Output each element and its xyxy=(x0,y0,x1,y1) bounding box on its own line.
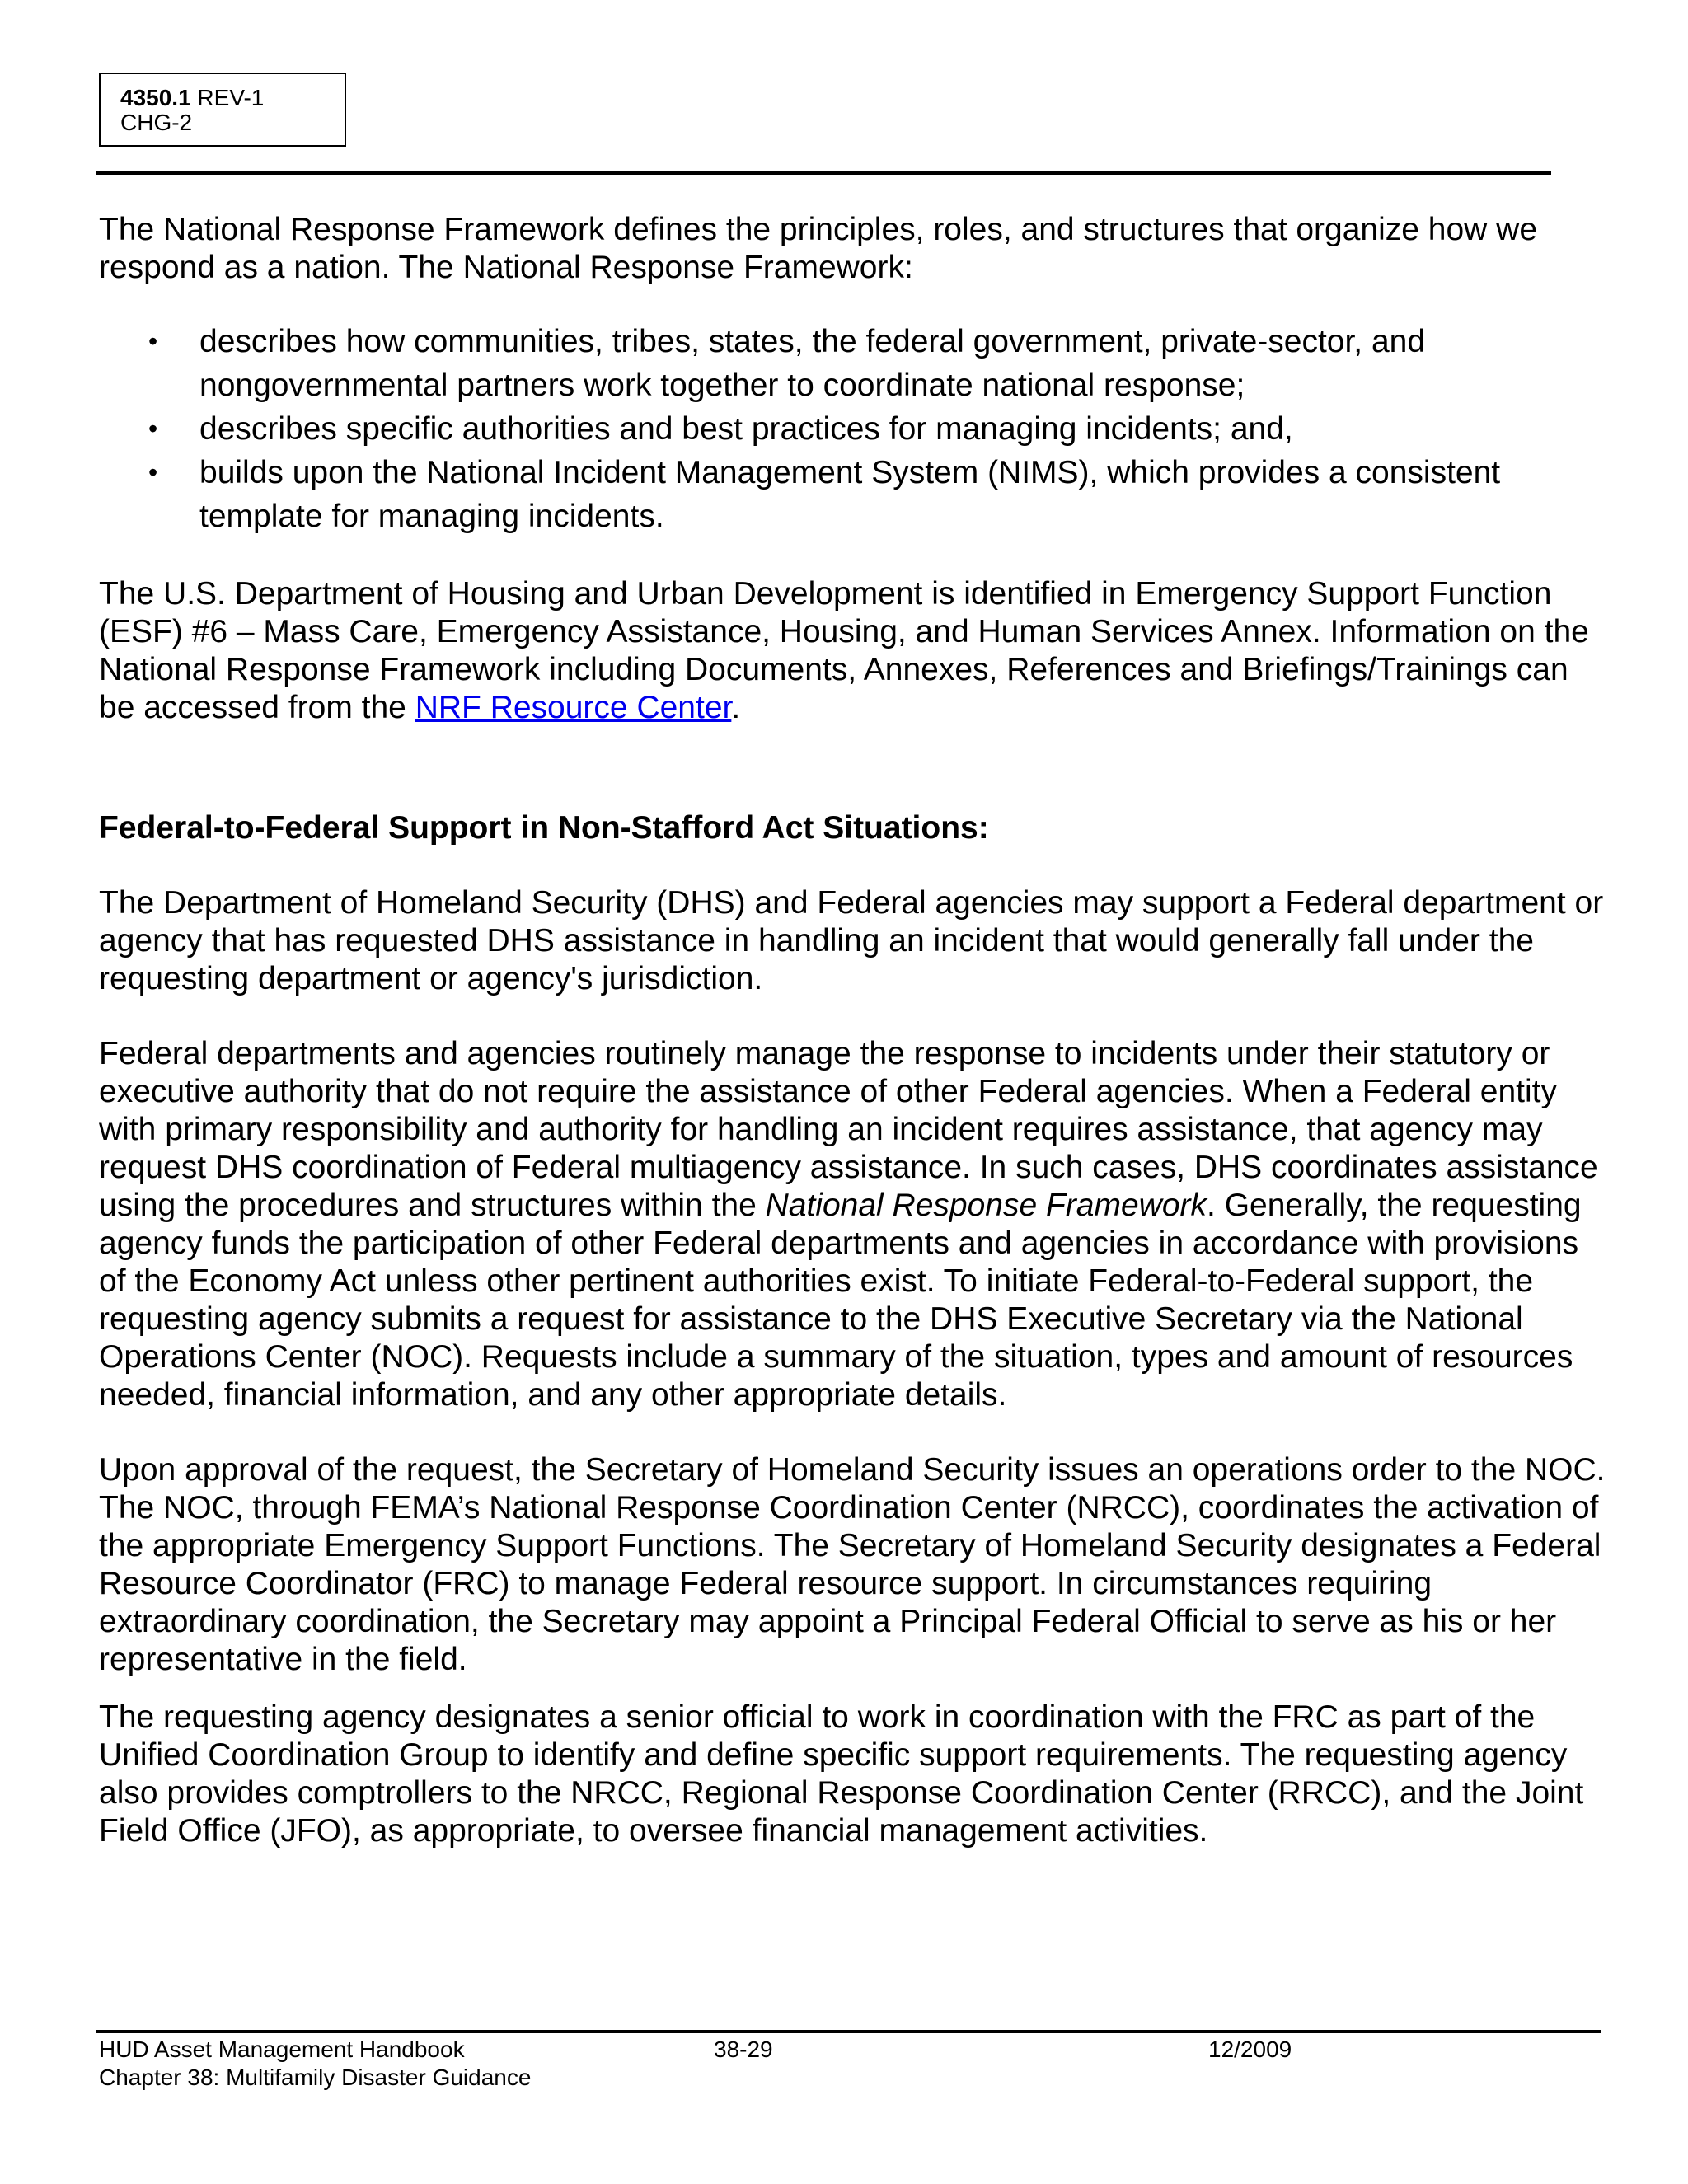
document-body xyxy=(99,211,1607,1850)
footer-chapter: Chapter 38: Multifamily Disaster Guidance xyxy=(99,2064,532,2090)
hud-text: The U.S. Department of Housing and Urban Development is identified in Emergency Support Function (ESF) #6 – Mass Care, Emergency Assistance, Housing, and Human Services Annex. Information on the National Response Framework including Documents, Annexes, References and Briefings/Trainings can be accessed from the xyxy=(99,576,1589,725)
bullet-text: describes how communities, tribes, states, the federal government, private-sector, and nongovernmental partners work together to coordinate national response; xyxy=(199,324,1426,403)
document-change: CHG-2 xyxy=(120,110,193,135)
federal-departments-paragraph xyxy=(99,1035,1607,1414)
header-divider xyxy=(96,171,1551,175)
dhs-paragraph: The Department of Homeland Security (DHS) and Federal agencies may support a Federal department or agency that has requested DHS assistance in handling an incident that would generally fall under the requesting department or agency's jurisdiction. xyxy=(99,885,1604,996)
nrf-resource-center-link[interactable]: NRF Resource Center xyxy=(415,690,732,725)
requesting-agency-paragraph: The requesting agency designates a senior official to work in coordination with the FRC as part of the Unified Coordination Group to identify and define specific support requirements. The requesting agency also provides comptrollers to the NRCC, Regional Response Coordination Center (RRCC), and the Joint Field Office (JFO), as appropriate, to oversee financial management activities. xyxy=(99,1699,1584,1849)
page-number: 38-29 xyxy=(714,2036,773,2062)
footer-divider xyxy=(96,2030,1601,2033)
bullet-icon: • xyxy=(148,414,158,443)
intro-paragraph: The National Response Framework defines the principles, roles, and structures that organize how we respond as a nation. The National Response Framework: xyxy=(99,212,1538,285)
hud-text-end: . xyxy=(731,690,741,725)
document-number: 4350.1 xyxy=(120,85,191,110)
footer-date: 12/2009 xyxy=(1208,2036,1292,2062)
hud-paragraph xyxy=(99,575,1607,727)
document-id-box xyxy=(99,73,346,147)
bullet-icon: • xyxy=(148,326,158,356)
bullet-text: builds upon the National Incident Management System (NIMS), which provides a consistent template for managing incidents. xyxy=(199,455,1501,534)
framework-italic-title: National Response Framework xyxy=(765,1188,1207,1223)
document-number-line xyxy=(120,86,345,110)
footer-handbook: HUD Asset Management Handbook xyxy=(99,2036,465,2062)
list-item xyxy=(148,407,1601,451)
document-revision: REV-1 xyxy=(190,85,265,110)
federal-text-part2: . Generally, the requesting agency funds the participation of other Federal departments and agencies in accordance with provisions of the Economy Act unless other pertinent authorities exist. To initiate Federal-to-Federal support, the requesting agency submits a request for assistance to the DHS Executive Secretary via the National Operations Center (NOC). Requests include a summary of the situation, types and amount of resources needed, financial information, and any other appropriate details. xyxy=(99,1188,1582,1413)
bullet-text: describes specific authorities and best practices for managing incidents; and, xyxy=(199,411,1293,447)
footer-left xyxy=(99,2036,531,2092)
list-item xyxy=(148,451,1601,538)
federal-text-part1: Federal departments and agencies routinely manage the response to incidents under their statutory or executive authority that do not require the assistance of other Federal agencies. When a Federal entity with primary responsibility and authority for handling an incident requires assistance, that agency may request DHS coordination of Federal multiagency assistance. In such cases, DHS coordinates assistance using the procedures and structures within the xyxy=(99,1036,1598,1223)
framework-bullet-list xyxy=(99,320,1601,538)
approval-paragraph: Upon approval of the request, the Secretary of Homeland Security issues an operations order to the NOC. The NOC, through FEMA’s National Response Coordination Center (NRCC), coordinates the activation of the appropriate Emergency Support Functions. The Secretary of Homeland Security designates a Federal Resource Coordinator (FRC) to manage Federal resource support. In circumstances requiring extraordinary coordination, the Secretary may appoint a Principal Federal Official to serve as his or her representative in the field. xyxy=(99,1452,1606,1677)
section-heading: Federal-to-Federal Support in Non-Stafford Act Situations: xyxy=(99,810,989,846)
bullet-icon: • xyxy=(148,457,158,487)
list-item xyxy=(148,320,1601,407)
